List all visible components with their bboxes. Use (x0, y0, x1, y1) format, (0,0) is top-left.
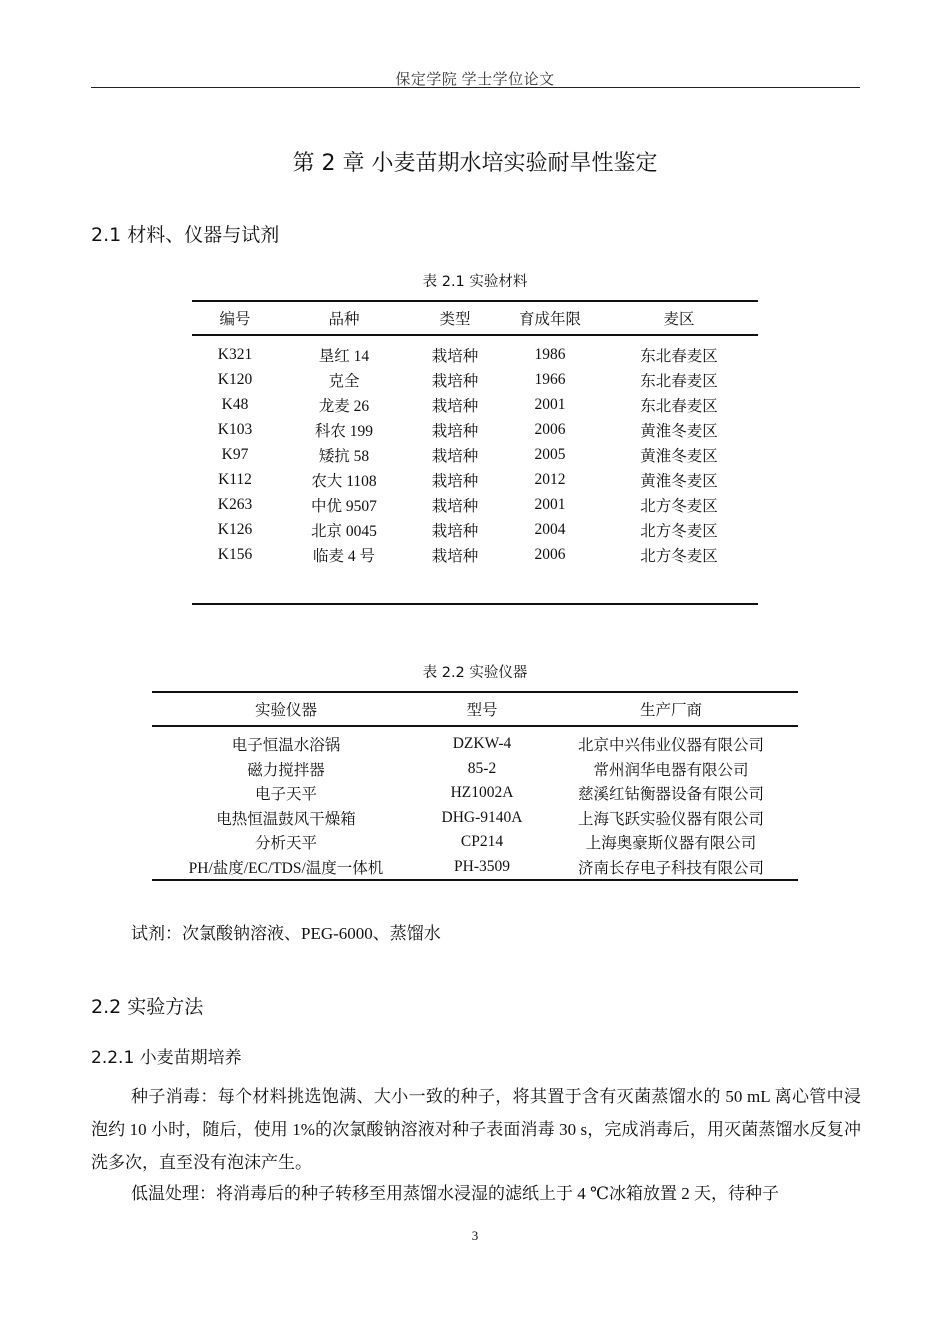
table-cell: DZKW-4 (452, 735, 512, 753)
table-cell: 2012 (534, 470, 566, 488)
column-header: 类型 (410, 301, 500, 335)
table-cell: 栽培种 (431, 547, 479, 565)
reagents-line: 试剂：次氯酸钠溶液、PEG-6000、蒸馏水 (131, 924, 441, 943)
page-number: 3 (471, 1228, 479, 1243)
table-row (192, 542, 758, 567)
table-cell: 磁力搅拌器 (247, 761, 325, 779)
table-cell: 分析天平 (254, 835, 317, 853)
section-2-2-1-title: 2.2.1 小麦苗期培养 (91, 1048, 242, 1068)
table-cell: 2004 (534, 520, 566, 538)
table-cell: K126 (217, 520, 253, 538)
table-cell: PH-3509 (454, 857, 510, 875)
table-cell: CP214 (460, 833, 504, 851)
table-cell: 电子恒温水浴锅 (231, 737, 341, 755)
table-header-row (192, 301, 758, 335)
table-cell: K263 (217, 495, 253, 513)
table-cell: 北京 0045 (311, 522, 377, 540)
table-cell: 黄淮冬麦区 (640, 447, 718, 465)
column-header: 型号 (420, 692, 544, 726)
table-cell: K48 (221, 395, 249, 413)
table-cell: 2006 (534, 545, 566, 563)
table-cell: 北方冬麦区 (640, 547, 718, 565)
table-cell: K97 (221, 445, 249, 463)
column-header: 编号 (192, 301, 278, 335)
table-cell: 电子天平 (254, 786, 317, 804)
header-rule (91, 87, 860, 88)
table-cell: HZ1002A (450, 784, 514, 802)
table-cell: 栽培种 (431, 422, 479, 440)
table-cell: 上海飞跃实验仪器有限公司 (577, 810, 764, 828)
table-cell: 2001 (534, 495, 566, 513)
table-cell: K103 (217, 420, 253, 438)
running-header: 保定学院 学士学位论文 (395, 72, 555, 88)
table-cell: 慈溪红钻衡器设备有限公司 (577, 786, 764, 804)
table-cell: 1966 (534, 370, 566, 388)
table-cell: 栽培种 (431, 447, 479, 465)
table-row (192, 335, 758, 367)
table-row (192, 442, 758, 467)
table-cell: 85-2 (467, 759, 497, 777)
table-cell: 东北春麦区 (640, 347, 718, 365)
table-header-row (152, 692, 798, 726)
table-cell: 北方冬麦区 (640, 497, 718, 515)
table-cell: 栽培种 (431, 497, 479, 515)
table-cell: 栽培种 (431, 472, 479, 490)
table-cell: PH/盐度/EC/TDS/温度一体机 (188, 859, 384, 877)
table-cell: 黄淮冬麦区 (640, 422, 718, 440)
table-cell: K112 (218, 470, 252, 488)
table-row (192, 367, 758, 392)
column-header: 生产厂商 (544, 692, 798, 726)
table-cell: 龙麦 26 (318, 397, 370, 415)
table-cell: 北方冬麦区 (640, 522, 718, 540)
table-cell: K321 (217, 345, 253, 363)
paragraph-seed-disinfection: 种子消毒：每个材料挑选饱满、大小一致的种子，将其置于含有灭菌蒸馏水的 50 mL 离心管中浸泡约 10 小时，随后，使用 1%的次氯酸钠溶液对种子表面消毒 30 s，完成消毒后，用灭菌蒸馏水反复冲洗多次，直至没有泡沫产生。 (91, 1087, 861, 1172)
section-2-1-title: 2.1 材料、仪器与试剂 (91, 224, 280, 246)
table-row (152, 726, 798, 757)
table-cell: 临麦 4 号 (312, 547, 375, 565)
table-row (192, 417, 758, 442)
table-cell: 1986 (534, 345, 566, 363)
column-header: 育成年限 (500, 301, 600, 335)
table-cell: 农大 1108 (311, 472, 377, 490)
section-2-2-title: 2.2 实验方法 (91, 996, 204, 1018)
instruments-table (152, 691, 798, 881)
table-cell: 东北春麦区 (640, 372, 718, 390)
materials-table (192, 300, 758, 567)
table-cell: 栽培种 (431, 397, 479, 415)
table-row (192, 392, 758, 417)
column-header: 品种 (278, 301, 410, 335)
table-cell: 东北春麦区 (640, 397, 718, 415)
table-cell: 栽培种 (431, 347, 479, 365)
table-row (152, 855, 798, 881)
table-cell: 垦红 14 (318, 347, 370, 365)
column-header: 实验仪器 (152, 692, 420, 726)
table-cell: 2006 (534, 420, 566, 438)
table-row (192, 467, 758, 492)
table-row (152, 830, 798, 855)
table-cell: K156 (217, 545, 253, 563)
table-cell: 克全 (328, 372, 360, 390)
table-row (152, 806, 798, 831)
table1-caption: 表 2.1 实验材料 (422, 274, 528, 290)
table-cell: 电热恒温鼓风干燥箱 (216, 810, 356, 828)
table2-caption: 表 2.2 实验仪器 (422, 665, 528, 681)
table-cell: DHG-9140A (441, 808, 523, 826)
table-cell: 上海奥豪斯仪器有限公司 (585, 835, 757, 853)
table-cell: 2005 (534, 445, 566, 463)
table-cell: 矮抗 58 (318, 447, 370, 465)
table-cell: 栽培种 (431, 522, 479, 540)
table-cell: 2001 (534, 395, 566, 413)
table-cell: 北京中兴伟业仪器有限公司 (577, 737, 764, 755)
table-cell: 济南长存电子科技有限公司 (577, 859, 764, 877)
table-row (192, 517, 758, 542)
paragraph-low-temperature: 低温处理：将消毒后的种子转移至用蒸馏水浸湿的滤纸上于 4 ℃冰箱放置 2 天，待种子 (131, 1184, 780, 1203)
table-row (152, 781, 798, 806)
chapter-title: 第 2 章 小麦苗期水培实验耐旱性鉴定 (292, 151, 658, 176)
table1-bottom-rule (192, 603, 758, 605)
table-cell: 常州润华电器有限公司 (593, 761, 749, 779)
table-cell: K120 (217, 370, 253, 388)
table-row (192, 492, 758, 517)
table-cell: 科农 199 (314, 422, 374, 440)
table-cell: 栽培种 (431, 372, 479, 390)
table-cell: 黄淮冬麦区 (640, 472, 718, 490)
table-cell: 中优 9507 (311, 497, 377, 515)
table-row (152, 757, 798, 782)
column-header: 麦区 (600, 301, 758, 335)
